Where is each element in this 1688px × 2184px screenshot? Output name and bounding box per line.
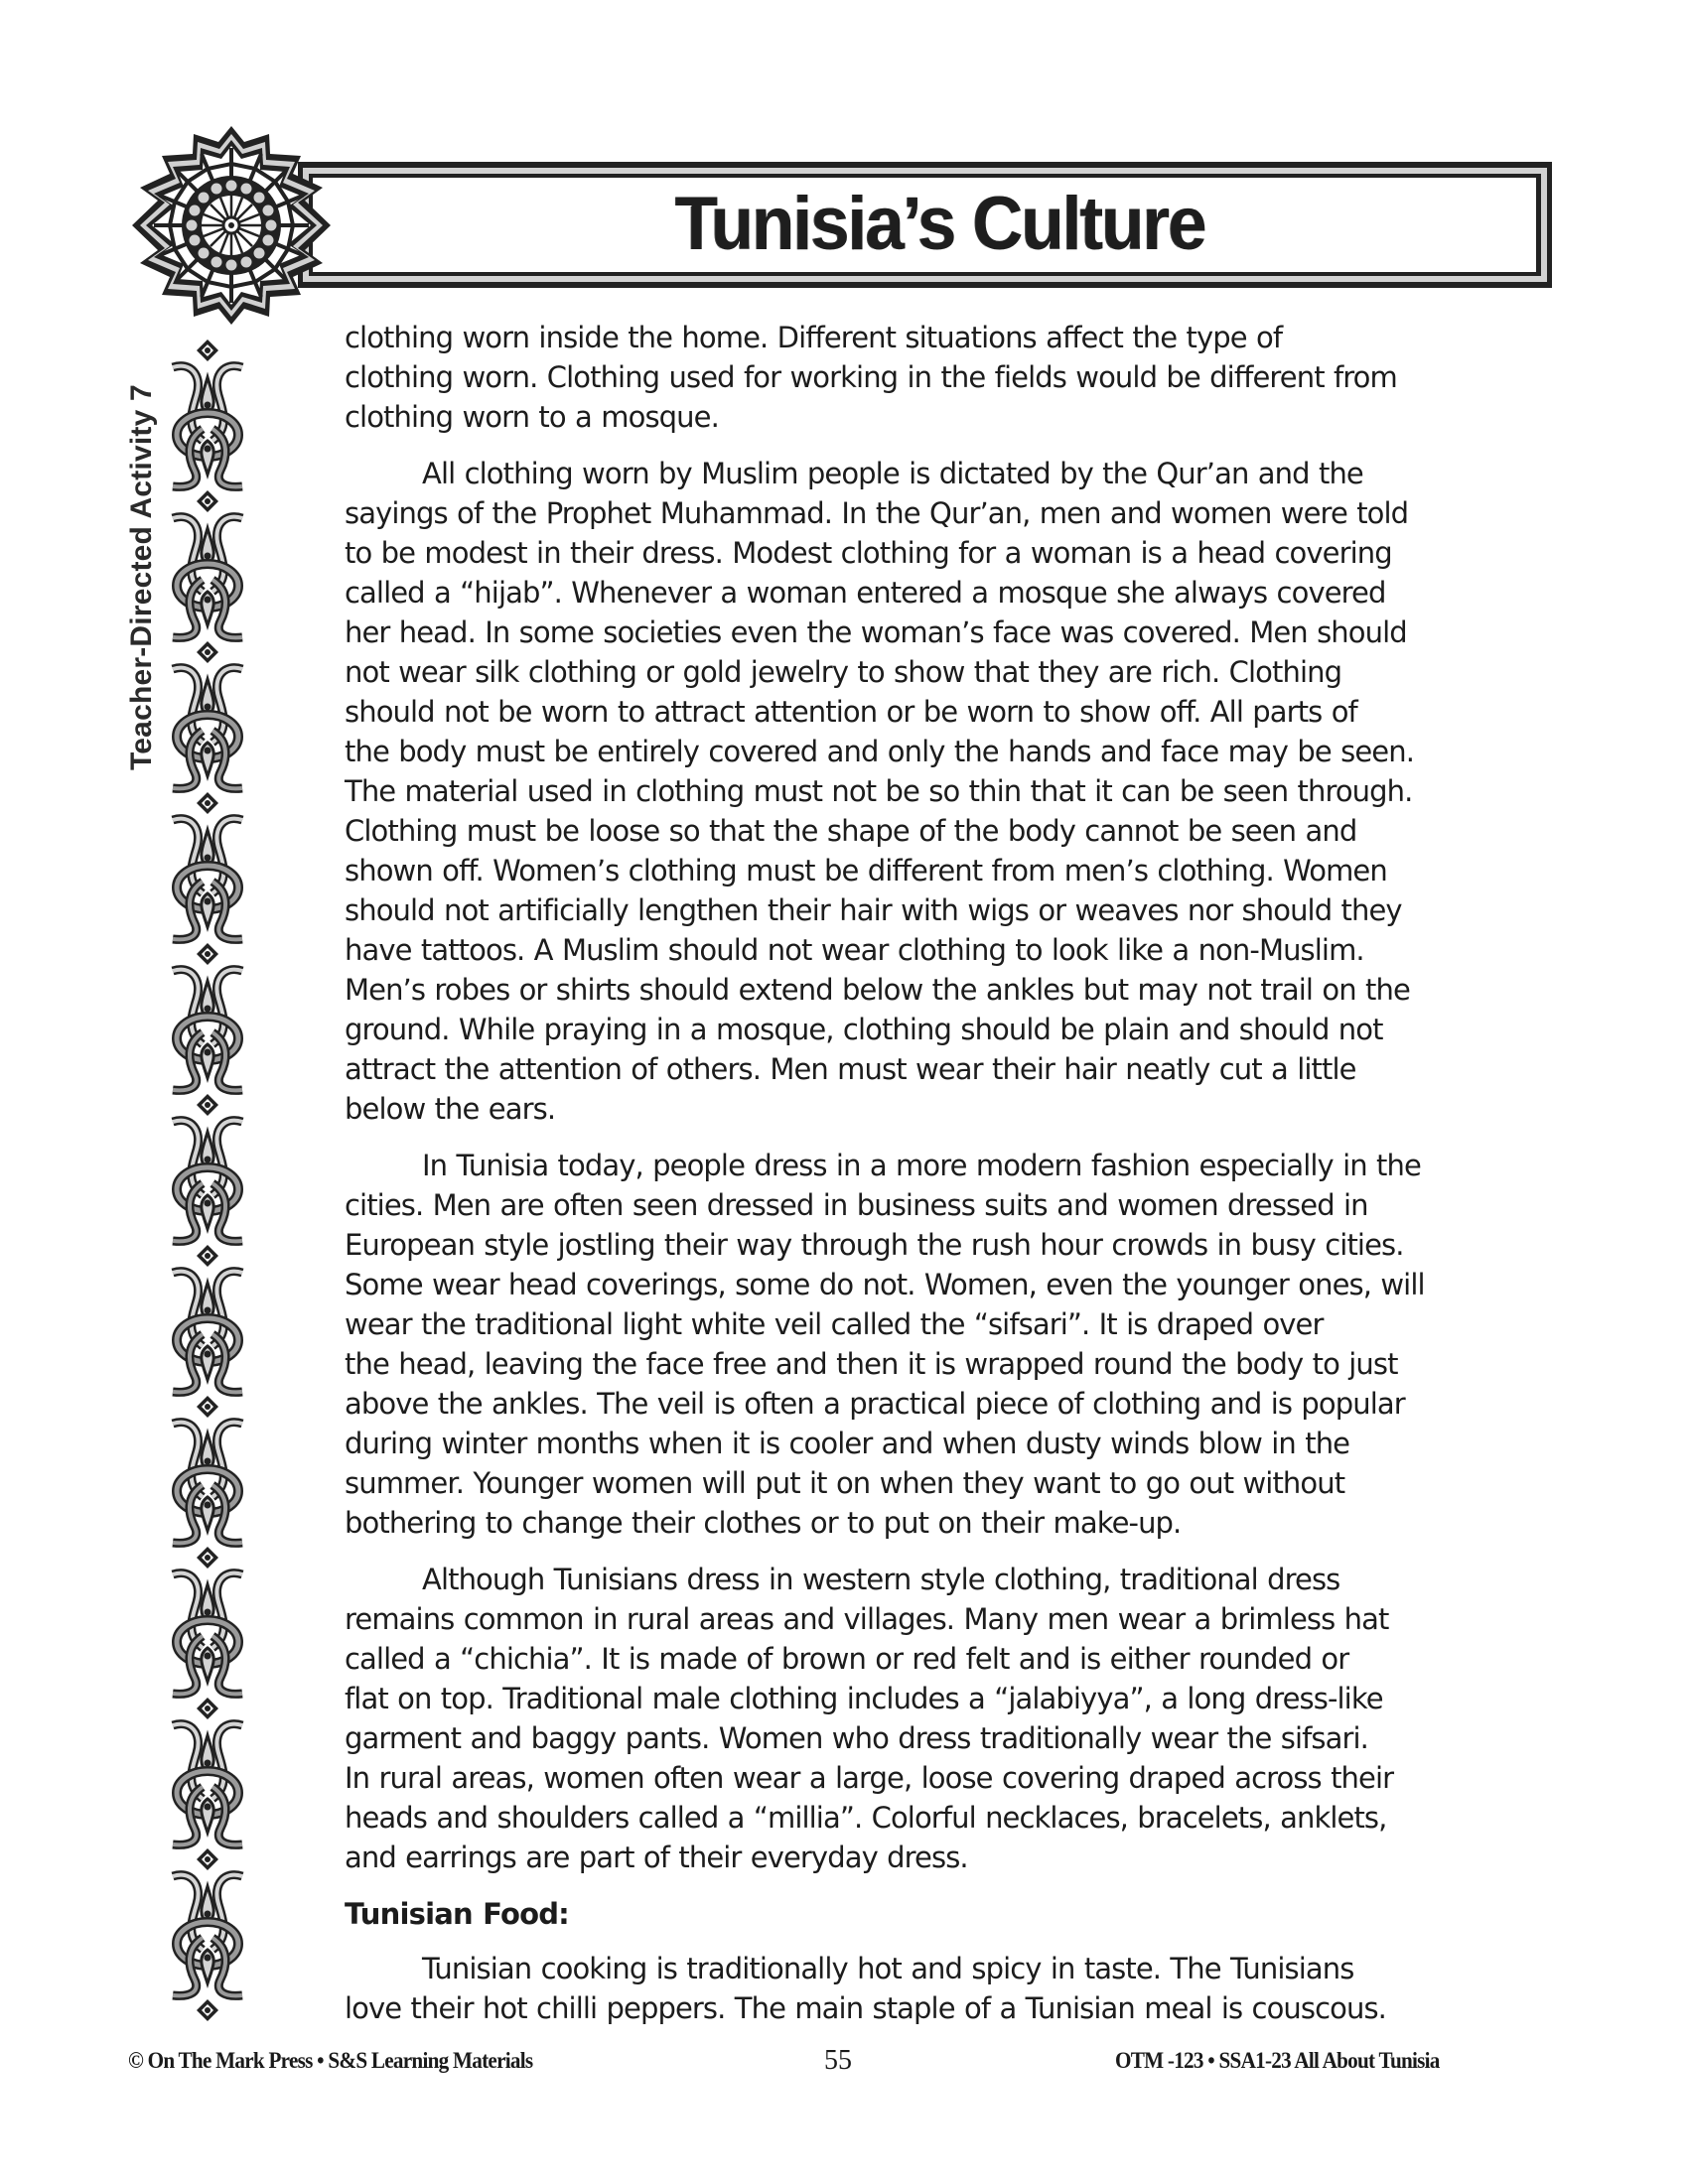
text-line: should not be worn to attract attention or be worn to show off. All parts of — [345, 695, 1357, 729]
text-line: The material used in clothing must not be so thin that it can be seen through. — [345, 774, 1413, 808]
text-line: her head. In some societies even the woman’s face was covered. Men should — [345, 615, 1407, 649]
text-line: summer. Younger women will put it on when they want to go out without — [345, 1466, 1345, 1500]
text-line: heads and shoulders called a “millia”. Colorful necklaces, bracelets, anklets, — [345, 1801, 1387, 1835]
text-line: Tunisian cooking is traditionally hot and spicy in taste. The Tunisians — [422, 1952, 1354, 1985]
paragraph — [345, 454, 1551, 1129]
paragraph — [345, 1560, 1551, 1877]
text-line: clothing worn to a mosque. — [345, 400, 719, 434]
text-line: cities. Men are often seen dressed in business suits and women dressed in — [345, 1188, 1368, 1222]
text-line: above the ankles. The veil is often a practical piece of clothing and is popular — [345, 1387, 1405, 1421]
body-text — [345, 318, 1551, 2045]
text-line: called a “chichia”. It is made of brown or red felt and is either rounded or — [345, 1642, 1349, 1676]
text-line: not wear silk clothing or gold jewelry to show that they are rich. Clothing — [345, 655, 1342, 689]
text-line: attract the attention of others. Men must wear their hair neatly cut a little — [345, 1052, 1356, 1086]
text-line: during winter months when it is cooler and when dusty winds blow in the — [345, 1427, 1350, 1460]
text-line: Some wear head coverings, some do not. Women, even the younger ones, will — [345, 1268, 1425, 1301]
text-line: and earrings are part of their everyday dress. — [345, 1841, 968, 1874]
text-line: remains common in rural areas and villages. Many men wear a brimless hat — [345, 1602, 1389, 1636]
page-title: Tunisia’s Culture — [675, 182, 1205, 266]
text-line: In Tunisia today, people dress in a more modern fashion especially in the — [422, 1149, 1421, 1182]
text-line: love their hot chilli peppers. The main staple of a Tunisian meal is couscous. — [345, 1991, 1386, 2025]
text-line: ground. While praying in a mosque, clothing should be plain and should not — [345, 1013, 1383, 1046]
arabesque-border-icon — [167, 338, 248, 2035]
text-line: clothing worn inside the home. Different situations affect the type of — [345, 321, 1283, 354]
paragraph — [345, 1949, 1551, 2028]
text-line: to be modest in their dress. Modest clothing for a woman is a head covering — [345, 536, 1392, 570]
text-line: called a “hijab”. Whenever a woman entered a mosque she always covered — [345, 576, 1386, 610]
activity-side-label: Teacher-Directed Activity 7 — [125, 384, 158, 770]
text-line: the head, leaving the face free and then it is wrapped round the body to just — [345, 1347, 1398, 1381]
text-line: All clothing worn by Muslim people is dictated by the Qur’an and the — [422, 457, 1363, 490]
book-reference: OTM -123 • SSA1-23 All About Tunisia — [1115, 2048, 1440, 2073]
text-line: the body must be entirely covered and only the hands and face may be seen. — [345, 735, 1415, 768]
text-line: flat on top. Traditional male clothing includes a “jalabiyya”, a long dress-like — [345, 1682, 1383, 1715]
text-line: Clothing must be loose so that the shape of the body cannot be seen and — [345, 814, 1357, 848]
text-line: Men’s robes or shirts should extend below the ankles but may not trail on the — [345, 973, 1410, 1007]
text-line: clothing worn. Clothing used for working in the fields would be different from — [345, 360, 1397, 394]
page-footer — [0, 2043, 1688, 2079]
text-line: shown off. Women’s clothing must be different from men’s clothing. Women — [345, 854, 1387, 887]
text-line: garment and baggy pants. Women who dress traditionally wear the sifsari. — [345, 1721, 1369, 1755]
text-line: wear the traditional light white veil called the “sifsari”. It is draped over — [345, 1307, 1324, 1341]
text-line: have tattoos. A Muslim should not wear clothing to look like a non-Muslim. — [345, 933, 1364, 967]
text-line: below the ears. — [345, 1092, 556, 1126]
page-number: 55 — [824, 2045, 852, 2076]
text-line: sayings of the Prophet Muhammad. In the Qur’an, men and women were told — [345, 496, 1409, 530]
paragraph — [345, 318, 1551, 437]
rosette-medallion-icon — [127, 123, 336, 328]
section-heading: Tunisian Food: — [345, 1897, 569, 1931]
paragraph — [345, 1146, 1551, 1543]
text-line: In rural areas, women often wear a large, loose covering draped across their — [345, 1761, 1394, 1795]
text-line: European style jostling their way through the rush hour crowds in busy cities. — [345, 1228, 1404, 1262]
text-line: Although Tunisians dress in western style clothing, traditional dress — [422, 1563, 1340, 1596]
text-line: should not artificially lengthen their hair with wigs or weaves nor should they — [345, 893, 1402, 927]
publisher-credit: © On The Mark Press • S&S Learning Materials — [128, 2048, 533, 2073]
text-line: bothering to change their clothes or to put on their make-up. — [345, 1506, 1182, 1540]
